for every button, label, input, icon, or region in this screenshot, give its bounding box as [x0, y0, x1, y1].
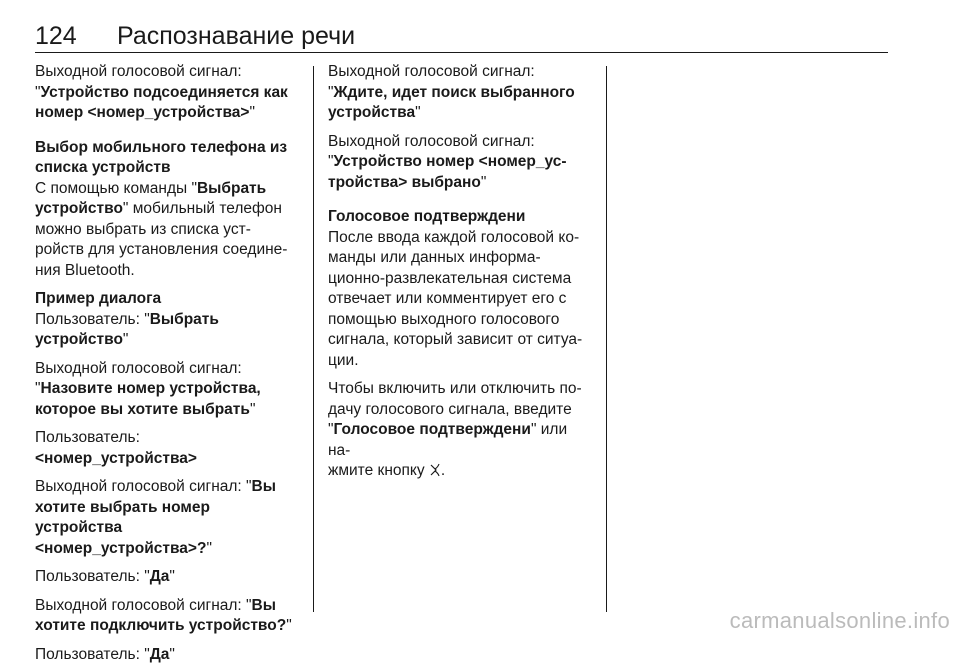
column-divider-2 — [606, 66, 607, 612]
page-number: 124 — [35, 22, 117, 51]
column-1 — [35, 62, 297, 665]
header-rule — [35, 52, 888, 53]
paragraph: Пользователь: "Да" — [35, 645, 297, 665]
section-heading: Пример диалога — [35, 289, 297, 310]
section-heading: Выбор мобильного телефона из списка устройств — [35, 138, 297, 179]
paragraph: Пользователь: "Да" — [35, 567, 297, 588]
page-title: Распознавание речи — [117, 22, 355, 50]
paragraph: Пользователь: "Выбрать устройство" — [35, 310, 297, 351]
page-header — [35, 22, 355, 51]
column-2 — [328, 62, 590, 482]
paragraph: С помощью команды "Выбрать устройство" мобильный телефон можно выбрать из списка уст- ройств для установления соедине- ния Bluetooth. — [35, 179, 297, 282]
paragraph: Пользователь: <номер_устройства> — [35, 428, 297, 469]
paragraph: Чтобы включить или отключить по- дачу голосового сигнала, введите "Голосовое подтверждени" или на- жмите кнопку . — [328, 379, 590, 482]
paragraph: Выходной голосовой сигнал: "Назовите номер устройства, которое вы хотите выбрать" — [35, 359, 297, 421]
paragraph: После ввода каждой голосовой ко- манды или данных информа- ционно-развлекательная система отвечает или комментирует его с помощью выходного голосового сигнала, который зависит от ситуа- ции. — [328, 228, 590, 372]
paragraph: Выходной голосовой сигнал: "Вы хотите подключить устройство?" — [35, 596, 297, 637]
paragraph: Выходной голосовой сигнал: "Устройство номер <номер_ус- тройства> выбрано" — [328, 132, 590, 194]
column-divider-1 — [313, 66, 314, 612]
paragraph: Выходной голосовой сигнал: "Ждите, идет поиск выбранного устройства" — [328, 62, 590, 124]
paragraph: Выходной голосовой сигнал: "Устройство подсоединяется как номер <номер_устройства>" — [35, 62, 297, 124]
voice-button-icon — [429, 463, 441, 477]
watermark: carmanualsonline.info — [730, 608, 950, 634]
section-heading: Голосовое подтверждени — [328, 207, 590, 228]
paragraph: Выходной голосовой сигнал: "Вы хотите выбрать номер устройства <номер_устройства>?" — [35, 477, 297, 559]
